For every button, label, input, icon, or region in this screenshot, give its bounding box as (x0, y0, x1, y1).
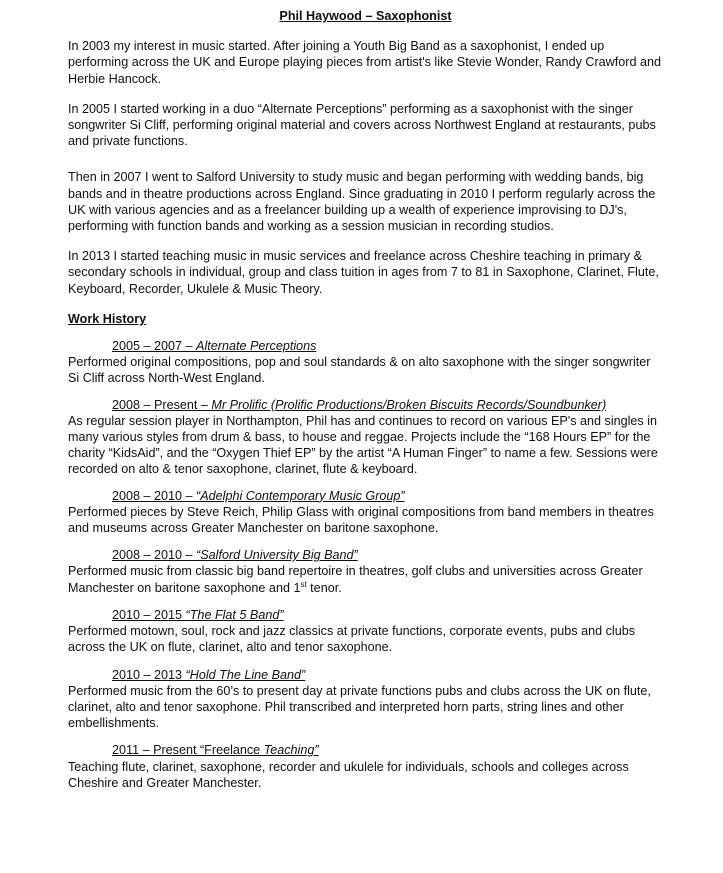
job-heading (68, 397, 663, 413)
job-description: Performed motown, soul, rock and jazz classics at private functions, corporate events, pubs and clubs across the UK on flute, clarinet, alto and tenor saxophone. (68, 624, 635, 655)
job-description (68, 563, 663, 595)
intro-paragraph-2007: Then in 2007 I went to Salford University to study music and began performing with wedding bands, big bands and in theatre productions across England. Since graduating in 2010 I perform regularly across the UK with various agencies and as a freelancer building up a wealth of experience improvising to DJ's, performing with function bands and working as a session musician in recording studios. (68, 170, 656, 234)
job-name: Teaching” (263, 743, 319, 758)
job-dates: 2005 – 2007 – (112, 339, 197, 354)
job-heading (68, 607, 663, 623)
work-history-heading: Work History (68, 311, 147, 326)
job-name: Alternate Perceptions (196, 339, 317, 354)
job-description: As regular session player in Northampton, Phil has and continues to record on various EP's and singles in many various styles from drum & bass, to house and reggae. Projects include the “168 Hours EP” for the charity “KidsAid”, and the “Oxygen Thief EP” by the artist “A Human Finger” to name a few. Sessions were recorded on alto & tenor saxophone, clarinet, flute & keyboard. (68, 413, 658, 477)
job-entry-adelphi (68, 488, 663, 537)
intro-paragraph-2013: In 2013 I started teaching music in music services and freelance across Cheshire teaching in primary & secondary schools in individual, group and class tuition in ages from 7 to 81 in Saxophone, Clarinet, Flute, Keyboard, Recorder, Ukulele & Music Theory. (68, 249, 659, 296)
job-name: “Salford University Big Band” (196, 548, 358, 563)
job-heading (68, 338, 663, 354)
job-name: “Hold The Line Band” (185, 667, 306, 682)
job-description-text: Performed music from classic big band repertoire in theatres, golf clubs and universities across Greater Manchester on baritone saxophone and 1 (68, 564, 643, 595)
job-entry-flat-5-band (68, 607, 663, 656)
job-description-end: tenor. (306, 580, 342, 595)
job-dates: 2011 – Present “Freelance (112, 743, 264, 758)
job-description: Teaching flute, clarinet, saxophone, recorder and ukulele for individuals, schools and colleges across Cheshire and Greater Manchester. (68, 759, 629, 790)
document-title: Phil Haywood – Saxophonist (279, 9, 452, 23)
job-heading (68, 742, 663, 758)
job-heading (68, 547, 663, 563)
job-description: Performed original compositions, pop and soul standards & on alto saxophone with the singer songwriter Si Cliff across North-West England. (68, 355, 651, 386)
intro-paragraph-2003: In 2003 my interest in music started. After joining a Youth Big Band as a saxophonist, I ended up performing across the UK and Europe playing pieces from artist's like Stevie Wonder, Randy Crawford and Herbie Hancock. (68, 39, 661, 86)
job-entry-freelance-teaching (68, 742, 663, 791)
job-dates: 2010 – 2015 (112, 607, 186, 622)
job-dates: 2008 – 2010 – (112, 548, 197, 563)
job-heading (68, 667, 663, 683)
job-entry-mr-prolific (68, 397, 663, 478)
job-name: Mr Prolific (Prolific Productions/Broken Biscuits Records/Soundbunker) (211, 397, 607, 412)
job-heading (68, 488, 663, 504)
job-entry-alternate-perceptions (68, 338, 663, 387)
job-name: “Adelphi Contemporary Music Group” (196, 488, 405, 503)
intro-paragraph-2005: In 2005 I started working in a duo “Alternate Perceptions” performing as a saxophonist with the singer songwriter Si Cliff, performing original material and covers across Northwest England at restaurants, pubs and private functions. (68, 101, 656, 149)
job-dates: 2008 – 2010 – (112, 488, 197, 503)
job-entry-hold-the-line-band (68, 667, 663, 732)
job-dates: 2008 – Present – (112, 397, 212, 412)
ordinal-suffix: st (300, 579, 307, 589)
job-dates: 2010 – 2013 (112, 667, 186, 682)
job-name: “The Flat 5 Band” (185, 607, 284, 622)
job-description: Performed pieces by Steve Reich, Philip Glass with original compositions from band members in theatres and museums across Greater Manchester on baritone saxophone. (68, 504, 654, 536)
job-entry-salford-big-band (68, 547, 663, 596)
job-description: Performed music from the 60’s to present day at private functions pubs and clubs across the UK on flute, clarinet, alto and tenor saxophone. Phil transcribed and interpreted horn parts, string lines and other embellishments. (68, 683, 651, 731)
